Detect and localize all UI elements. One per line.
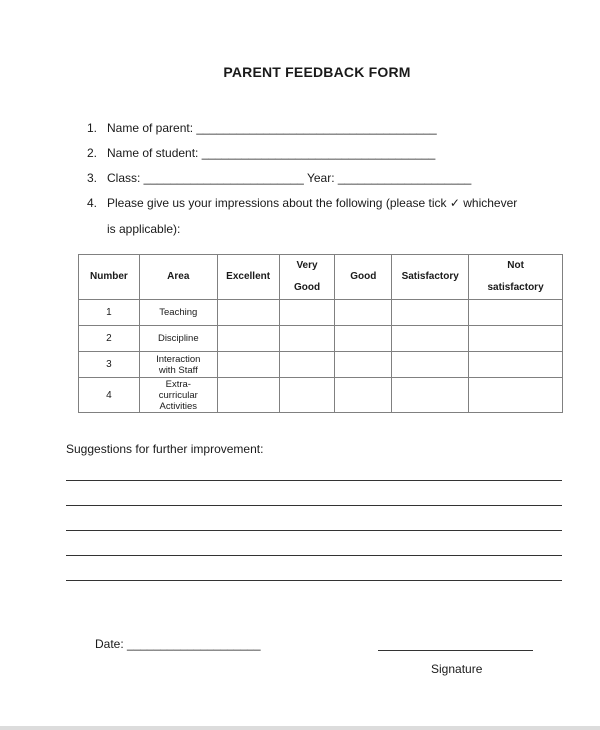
- row-area: Interaction with Staff: [139, 352, 217, 378]
- form-title: PARENT FEEDBACK FORM: [223, 64, 411, 80]
- cell-satisfactory[interactable]: [392, 352, 469, 378]
- question-class-year[interactable]: [87, 171, 471, 185]
- suggestions-label: Suggestions for further improvement:: [66, 442, 264, 456]
- cell-very-good[interactable]: [279, 378, 335, 413]
- cell-not-satisfactory[interactable]: [469, 378, 563, 413]
- cell-very-good[interactable]: [279, 326, 335, 352]
- question-number: 3.: [87, 171, 98, 185]
- header-area: Area: [139, 255, 217, 300]
- header-number: Number: [79, 255, 140, 300]
- cell-excellent[interactable]: [217, 326, 279, 352]
- question-number: 2.: [87, 146, 98, 160]
- question-text: Name of parent: ____________________________________: [107, 121, 437, 135]
- cell-satisfactory[interactable]: [392, 300, 469, 326]
- table-row: [79, 326, 563, 352]
- header-not-satisfactory: Not satisfactory: [469, 255, 563, 300]
- row-area: Extra- curricular Activities: [139, 378, 217, 413]
- question-parent-name[interactable]: [87, 121, 437, 135]
- cell-not-satisfactory[interactable]: [469, 352, 563, 378]
- cell-excellent[interactable]: [217, 378, 279, 413]
- signature-line[interactable]: [378, 650, 533, 651]
- table-header-row: [79, 255, 563, 300]
- header-excellent: Excellent: [217, 255, 279, 300]
- question-student-name[interactable]: [87, 146, 435, 160]
- cell-very-good[interactable]: [279, 352, 335, 378]
- table-row: [79, 300, 563, 326]
- suggestion-line-4[interactable]: [66, 555, 562, 556]
- row-area: Discipline: [139, 326, 217, 352]
- cell-very-good[interactable]: [279, 300, 335, 326]
- suggestion-line-3[interactable]: [66, 530, 562, 531]
- page-bottom-edge: [0, 726, 600, 730]
- table-row: [79, 378, 563, 413]
- question-number: 1.: [87, 121, 98, 135]
- question-text: Class: ________________________ Year: ____________________: [107, 171, 472, 185]
- cell-satisfactory[interactable]: [392, 326, 469, 352]
- suggestion-line-1[interactable]: [66, 480, 562, 481]
- question-impressions-cont: is applicable):: [107, 222, 181, 236]
- cell-good[interactable]: [335, 300, 392, 326]
- impressions-table: [78, 254, 563, 413]
- cell-good[interactable]: [335, 326, 392, 352]
- question-text: Name of student: ___________________________________: [107, 146, 436, 160]
- cell-satisfactory[interactable]: [392, 378, 469, 413]
- suggestion-line-5[interactable]: [66, 580, 562, 581]
- row-number: 4: [79, 378, 140, 413]
- cell-not-satisfactory[interactable]: [469, 326, 563, 352]
- cell-good[interactable]: [335, 352, 392, 378]
- row-number: 2: [79, 326, 140, 352]
- question-text: Please give us your impressions about the following (please tick ✓ whichever: [107, 196, 518, 210]
- table-row: [79, 352, 563, 378]
- date-field[interactable]: Date: ____________________: [95, 637, 261, 651]
- header-good: Good: [335, 255, 392, 300]
- question-impressions: [87, 196, 517, 210]
- header-very-good: Very Good: [279, 255, 335, 300]
- cell-excellent[interactable]: [217, 352, 279, 378]
- cell-not-satisfactory[interactable]: [469, 300, 563, 326]
- row-number: 1: [79, 300, 140, 326]
- header-satisfactory: Satisfactory: [392, 255, 469, 300]
- cell-excellent[interactable]: [217, 300, 279, 326]
- row-number: 3: [79, 352, 140, 378]
- suggestion-line-2[interactable]: [66, 505, 562, 506]
- cell-good[interactable]: [335, 378, 392, 413]
- signature-label: Signature: [431, 662, 483, 676]
- row-area: Teaching: [139, 300, 217, 326]
- question-number: 4.: [87, 196, 98, 210]
